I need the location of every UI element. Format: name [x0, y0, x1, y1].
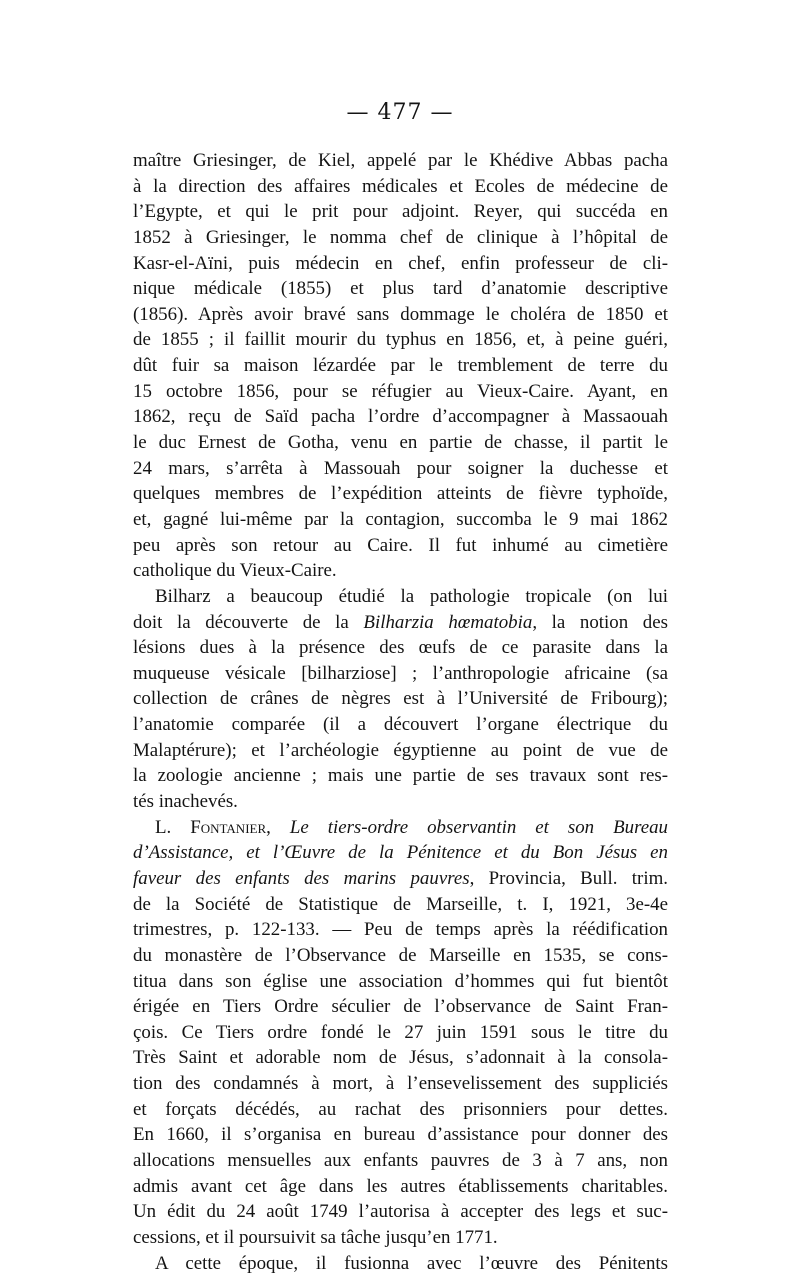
text-line: de 1855 ; il faillit mourir du typhus en 1856, et, à peine guéri,: [133, 329, 668, 351]
text-line: 24 mars, s’arrêta à Massouah pour soigner la duchesse et: [133, 457, 668, 479]
text-line: 1862, reçu de Saïd pacha l’ordre d’accompagner à Massaouah: [133, 406, 668, 428]
text-line: allocations mensuelles aux enfants pauvres de 3 à 7 ans, non: [133, 1149, 668, 1171]
text-line: quelques membres de l’expédition atteints de fièvre typhoïde,: [133, 483, 668, 505]
text-line: à la direction des affaires médicales et Ecoles de médecine de: [133, 175, 668, 197]
text-line: tion des condamnés à mort, à l’ensevelissement des suppliciés: [133, 1073, 668, 1095]
text-line: doit la découverte de la Bilharzia hœmatobia, la notion des: [133, 611, 668, 633]
text-line: admis avant cet âge dans les autres établissements charitables.: [133, 1175, 668, 1197]
text-line: L. Fontanier, Le tiers-ordre observantin et son Bureau: [155, 816, 668, 838]
text-line: A cette époque, il fusionna avec l’œuvre des Pénitents: [155, 1252, 668, 1274]
page-number: — 477 —: [346, 100, 454, 125]
text-line: lésions dues à la présence des œufs de ce parasite dans la: [133, 637, 668, 659]
text-line: et forçats décédés, au rachat des prisonniers pour dettes.: [133, 1098, 668, 1120]
text-line: trimestres, p. 122-133. — Peu de temps après la réédification: [133, 919, 668, 941]
text-line: Malaptérure); et l’archéologie égyptienne au point de vue de: [133, 739, 668, 761]
text-line: collection de crânes de nègres est à l’Université de Fribourg);: [133, 688, 668, 710]
text-line: Kasr-el-Aïni, puis médecin en chef, enfin professeur de cli-: [133, 252, 668, 274]
text-line: catholique du Vieux-Caire.: [133, 560, 337, 582]
text-line: du monastère de l’Observance de Marseille en 1535, se cons-: [133, 944, 668, 966]
text-line: Bilharz a beaucoup étudié la pathologie tropicale (on lui: [155, 585, 668, 607]
text-line: d’Assistance, et l’Œuvre de la Pénitence et du Bon Jésus en: [133, 842, 668, 864]
text-line: nique médicale (1855) et plus tard d’anatomie descriptive: [133, 278, 668, 300]
text-line: maître Griesinger, de Kiel, appelé par le Khédive Abbas pacha: [133, 150, 668, 171]
text-line: l’Egypte, et qui le prit pour adjoint. Reyer, qui succéda en: [133, 201, 668, 223]
text-line: Un édit du 24 août 1749 l’autorisa à accepter des legs et suc-: [133, 1201, 668, 1223]
text-line: muqueuse vésicale [bilharziose] ; l’anthropologie africaine (sa: [133, 662, 668, 684]
text-line: Très Saint et adorable nom de Jésus, s’adonnait à la consola-: [133, 1047, 668, 1069]
text-line: la zoologie ancienne ; mais une partie de ses travaux sont res-: [133, 765, 668, 787]
text-line: cessions, et il poursuivit sa tâche jusqu’en 1771.: [133, 1226, 498, 1248]
text-line: çois. Ce Tiers ordre fondé le 27 juin 1591 sous le titre du: [133, 1021, 668, 1043]
text-line: le duc Ernest de Gotha, venu en partie de chasse, il partit le: [133, 432, 668, 454]
text-line: 15 octobre 1856, pour se réfugier au Vieux-Caire. Ayant, en: [133, 380, 668, 402]
text-line: tés inachevés.: [133, 791, 238, 813]
text-line: dût fuir sa maison lézardée par le tremblement de terre du: [133, 355, 668, 377]
text-line: et, gagné lui-même par la contagion, succomba le 9 mai 1862: [133, 508, 668, 530]
text-line: En 1660, il s’organisa en bureau d’assistance pour donner des: [133, 1124, 668, 1146]
text-line: peu après son retour au Caire. Il fut inhumé au cimetière: [133, 534, 668, 556]
text-line: titua dans son église une association d’hommes qui fut bientôt: [133, 970, 668, 992]
text-line: de la Société de Statistique de Marseille, t. I, 1921, 3e-4e: [133, 893, 668, 915]
text-line: faveur des enfants des marins pauvres, Provincia, Bull. trim.: [133, 867, 668, 889]
text-line: 1852 à Griesinger, le nomma chef de clinique à l’hôpital de: [133, 226, 668, 248]
text-line: l’anatomie comparée (il a découvert l’organe électrique du: [133, 714, 668, 736]
text-line: (1856). Après avoir bravé sans dommage le choléra de 1850 et: [133, 303, 668, 325]
body-text: [133, 148, 668, 1276]
text-line: érigée en Tiers Ordre séculier de l’observance de Saint Fran-: [133, 996, 668, 1018]
